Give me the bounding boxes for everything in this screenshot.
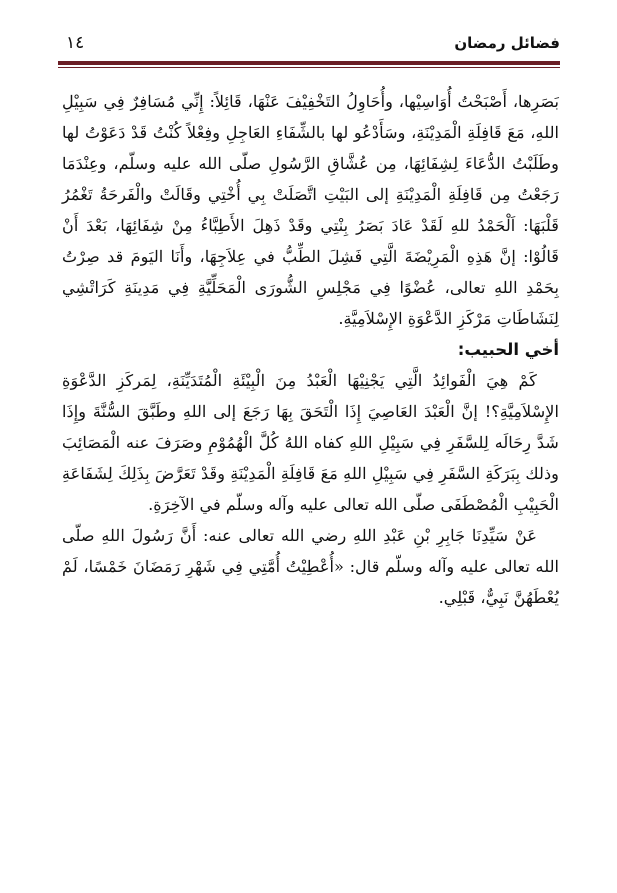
section-heading: أخي الحبيب: <box>457 340 559 359</box>
paragraph-1: بَصَرِها، أَصْبَحْتُ أُوَاسِيْها، وأُحَاوِلُ التَخْفِيْفَ عَنْهَا، قَائِلاً: إِنِّي مُسَافِرٌ فِي سَبِيْلِ اللهِ، مَعَ قَافِلَةِ الْمَدِيْنَةِ، وسَأَدْعُو لها بالشِّفَاءِ العَاجِلِ وفِعْلاً كُنْتُ قَدْ دَعَوْتُ لها وطَلَبْتُ الدُّعَاءَ لِشِفَائِهَا، مِن عُشَّاقِ الرَّسُولِ صلّى الله عليه وسلّم، وعِنْدَمَا رَجَعْتُ مِن قَافِلَةِ الْمَدِيْنَةِ إلى البَيْتِ اتَّصَلَتْ بِي أُخْتِي وقَالَتْ والْفَرحَةُ تَغْمُرُ قَلْبَهَا: اَلْحَمْدُ للهِ لَقَدْ عَادَ بَصَرُ بِنْتِي وقَدْ ذَهِلَ الأَطِبَّاءُ مِنْ شِفَائِهَا، بَعْدَ أَنْ قَالُوْا: إنَّ هَذِهِ الْمَرِيْضَةَ الَّتِي فَشِلَ الطِّبُّ في عِلاَجِهَا، وأَنَا اليَومَ قد صِرْتُ بِحَمْدِ اللهِ تعالى، عُضْوًا فِي مَجْلِسِ الشُّورَى الْمَحَلِّيَّةِ فِي مَدِينَةِ كَرَاتْشِي لِنَشَاطَاتِ مَرْكَزِ الدَّعْوَةِ الإِسْلاَمِيَّةِ. <box>62 92 559 328</box>
header-rule-thick <box>58 61 560 65</box>
page-body <box>62 86 559 613</box>
paragraph-3: عَنْ سَيِّدِنَا جَابِرِ بْنِ عَبْدِ اللهِ رضي الله تعالى عنه: أَنَّ رَسُولَ اللهِ صلّى الله تعالى عليه وآله وسلّم قال: «أُعْطِيْتُ أُمَّتِي فِي شَهْرِ رَمَضَانَ خَمْسًا، لَمْ يُعْطَهُنَّ نَبِيٌّ، قَبْلِي. <box>62 526 559 607</box>
page-number: ١٤ <box>66 33 85 53</box>
header-rule-thin <box>58 67 560 68</box>
paragraph-2: كَمْ هِيَ الْفَوائِدُ الَّتِي يَجْنِيْهَا الْعَبْدُ مِنَ الْبِيْئَةِ الْمُتَدَيِّنَةِ، لِمَركَزِ الدَّعْوَةِ الإِسْلاَمِيَّةِ؟! إنَّ الْعَبْدَ العَاصِيَ إِذَا الْتَحَقَ بِهَا رَجَعَ إلى اللهِ وطَبَّقَ السُّنَّةَ وإِذَا شَدَّ رِحَالَه لِلسَّفَرِ فِي سَبِيْلِ اللهِ كفاه اللهُ كُلَّ الْهُمُوْمِ وصَرَفَ عنه الْمَصَائِبَ وذلك بِبَرَكَةِ السَّفَرِ فِي سَبِيْلِ اللهِ مَعَ قَافِلَةِ الْمَدِيْنَةِ وقَدْ تَعَرَّضَ بِذَلِكَ لِشَفَاعَةِ الْحَبِيْبِ الْمُصْطَفَى صلّى الله تعالى عليه وآله وسلّم في الآخِرَةِ. <box>62 371 559 514</box>
page-header <box>58 22 560 64</box>
book-title: فضائل رمضان <box>454 34 560 52</box>
